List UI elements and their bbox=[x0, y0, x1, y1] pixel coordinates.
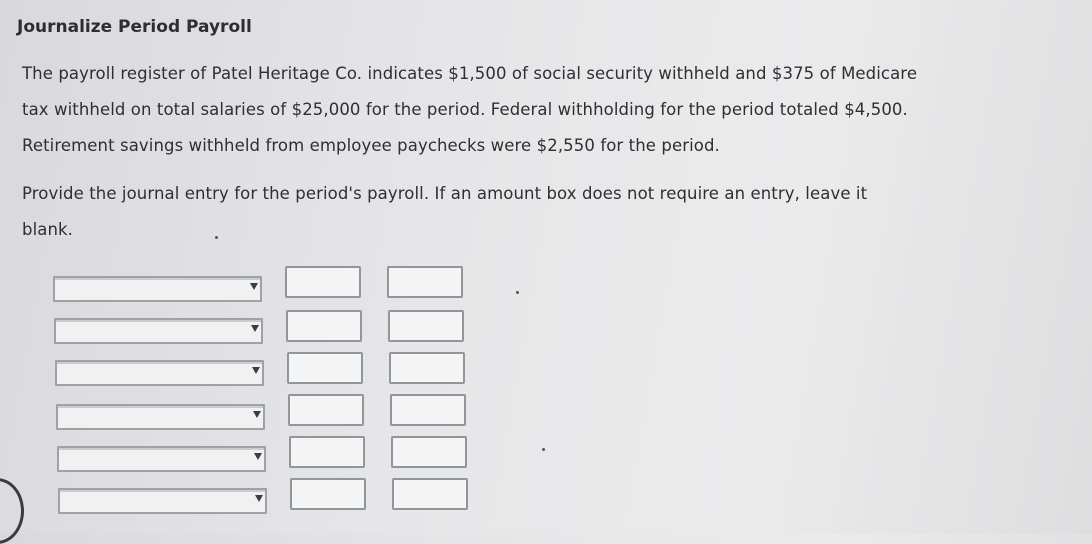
chevron-down-icon bbox=[255, 495, 263, 502]
account-select[interactable] bbox=[54, 318, 263, 344]
debit-amount-input[interactable] bbox=[287, 352, 363, 384]
chevron-down-icon bbox=[251, 325, 259, 332]
debit-amount-input[interactable] bbox=[288, 394, 364, 426]
chevron-down-icon bbox=[253, 411, 261, 418]
account-select[interactable] bbox=[57, 446, 266, 472]
account-select[interactable] bbox=[55, 360, 264, 386]
account-select[interactable] bbox=[53, 276, 262, 302]
description-line: Retirement savings withheld from employee paychecks were $2,550 for the period. bbox=[22, 136, 720, 155]
description-line: The payroll register of Patel Heritage Co. indicates $1,500 of social security withheld and $375 of Medicare bbox=[22, 64, 918, 83]
debit-amount-input[interactable] bbox=[285, 266, 361, 298]
chevron-down-icon bbox=[252, 367, 260, 374]
problem-description bbox=[22, 56, 1087, 164]
account-select[interactable] bbox=[58, 488, 267, 514]
description-line: tax withheld on total salaries of $25,000 for the period. Federal withholding for the period totaled $4,500. bbox=[22, 100, 908, 119]
speck bbox=[516, 291, 519, 294]
debit-amount-input[interactable] bbox=[289, 436, 365, 468]
account-select[interactable] bbox=[56, 404, 265, 430]
credit-amount-input[interactable] bbox=[387, 266, 463, 298]
credit-amount-input[interactable] bbox=[392, 478, 468, 510]
chevron-down-icon bbox=[250, 283, 258, 290]
chevron-down-icon bbox=[254, 453, 262, 460]
edge-circle-shape bbox=[0, 478, 24, 544]
credit-amount-input[interactable] bbox=[389, 352, 465, 384]
debit-amount-input[interactable] bbox=[290, 478, 366, 510]
speck bbox=[215, 236, 218, 239]
speck bbox=[542, 448, 545, 451]
page-title: Journalize Period Payroll bbox=[17, 17, 252, 37]
instruction-line: blank. bbox=[22, 220, 74, 239]
instruction-line: Provide the journal entry for the period's payroll. If an amount box does not require an entry, leave it bbox=[22, 184, 868, 203]
debit-amount-input[interactable] bbox=[286, 310, 362, 342]
credit-amount-input[interactable] bbox=[388, 310, 464, 342]
instructions bbox=[22, 176, 1062, 248]
credit-amount-input[interactable] bbox=[390, 394, 466, 426]
credit-amount-input[interactable] bbox=[391, 436, 467, 468]
